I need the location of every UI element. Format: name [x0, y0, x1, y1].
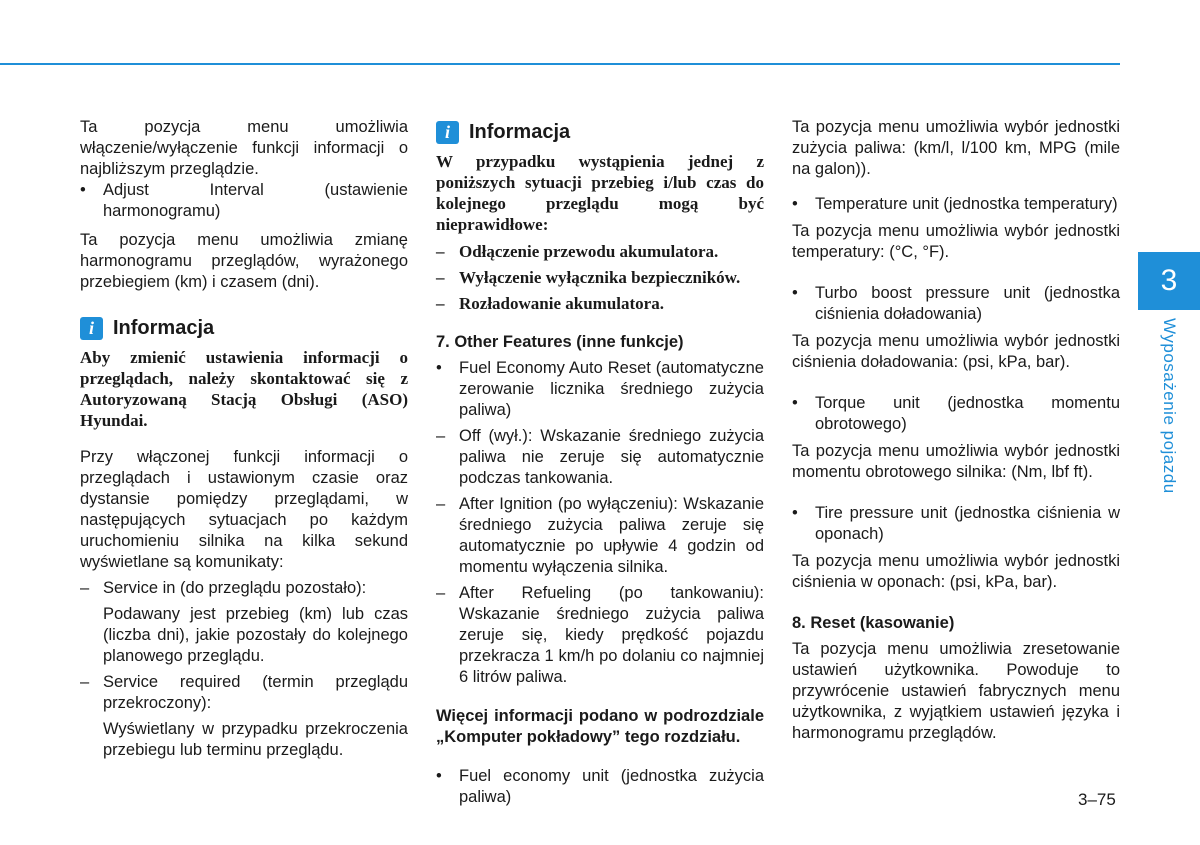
bullet-icon: • — [436, 767, 442, 785]
bullet-item — [792, 283, 1120, 325]
dash-text: After Ignition (po wyłączeniu): Wskazanie średniego zużycia paliwa zeruje się automatycznie po upływie 4 godzin od momentu wyłączenia silnika. — [459, 495, 764, 576]
bullet-item — [80, 180, 408, 222]
dash-item — [436, 426, 764, 489]
page-number: 3–75 — [1078, 790, 1116, 809]
dash-text: After Refueling (po tankowaniu): Wskazanie średniego zużycia paliwa zeruje się, kiedy prędkość pojazdu przekracza 1 km/h po dolaniu co najmniej 6 litrów paliwa. — [459, 584, 764, 686]
dash-mark: – — [436, 242, 445, 261]
paragraph: Ta pozycja menu umożliwia wybór jednostki ciśnienia w oponach: (psi, kPa, bar). — [792, 552, 1120, 591]
dash-item — [436, 494, 764, 578]
dash-mark: – — [436, 427, 446, 445]
paragraph: Ta pozycja menu umożliwia zresetowanie ustawień użytkownika. Powoduje to przywrócenie ustawień fabrycznych menu użytkownika, z wyjątkiem ustawień języka i harmonogramu przeglądów. — [792, 640, 1120, 742]
paragraph: Ta pozycja menu umożliwia wybór jednostki ciśnienia doładowania: (psi, kPa, bar). — [792, 332, 1120, 371]
dash-description: Podawany jest przebieg (km) lub czas (liczba dni), jakie pozostały do kolejnego planowego przeglądu. — [103, 605, 408, 665]
bullet-icon: • — [792, 195, 798, 213]
section-heading: 8. Reset (kasowanie) — [792, 614, 955, 632]
dash-mark: – — [80, 579, 90, 597]
dash-item — [436, 293, 764, 314]
section-heading: 7. Other Features (inne funkcje) — [436, 333, 684, 351]
dash-text: Odłączenie przewodu akumulatora. — [459, 242, 719, 261]
dash-item — [436, 583, 764, 688]
dash-mark: – — [436, 584, 446, 602]
column-left — [80, 117, 408, 761]
bullet-item — [792, 194, 1120, 215]
paragraph: Ta pozycja menu umożliwia wybór jednostki zużycia paliwa: (km/l, l/100 km, MPG (mile na galon)). — [792, 118, 1120, 178]
chapter-title: Wyposażenie pojazdu — [1160, 318, 1179, 494]
dash-mark: – — [80, 673, 90, 691]
dash-text: Wyłączenie wyłącznika bezpieczników. — [459, 268, 741, 287]
header-rule — [0, 63, 1120, 65]
paragraph: Przy włączonej funkcji informacji o przeglądach i ustawionym czasie oraz dystansie pomiędzy przeglądami, w następujących sytuacjach po każdym uruchomieniu silnika na kilka sekund wyświetlane są komunikaty: — [80, 448, 408, 571]
bullet-item — [792, 393, 1120, 435]
bullet-text: Adjust Interval (ustawienie harmonogramu) — [103, 181, 408, 220]
dash-text: Service required (termin przeglądu przekroczony): — [103, 673, 408, 712]
bullet-icon: • — [792, 284, 798, 302]
info-text: Aby zmienić ustawienia informacji o przeglądach, należy skontaktować się z Autoryzowaną Stacją Obsługi (ASO) Hyundai. — [80, 348, 408, 430]
note-text: Więcej informacji podano w podrozdziale „Komputer pokładowy” tego rozdziału. — [436, 707, 764, 746]
dash-mark: – — [436, 268, 445, 287]
info-heading — [436, 119, 764, 145]
bullet-item — [792, 503, 1120, 545]
dash-text: Service in (do przeglądu pozostało): — [103, 579, 367, 597]
bullet-icon: • — [792, 504, 798, 522]
bullet-item — [436, 358, 764, 421]
dash-mark: – — [436, 294, 445, 313]
bullet-text: Tire pressure unit (jednostka ciśnienia w oponach) — [815, 504, 1120, 543]
info-heading — [80, 315, 408, 341]
info-icon: i — [436, 121, 459, 144]
paragraph: Ta pozycja menu umożliwia wybór jednostki momentu obrotowego silnika: (Nm, lbf ft). — [792, 442, 1120, 481]
paragraph: Ta pozycja menu umożliwia włączenie/wyłączenie funkcji informacji o najbliższym przeglądzie. — [80, 118, 408, 178]
bullet-icon: • — [792, 394, 798, 412]
dash-item — [436, 267, 764, 288]
info-text: W przypadku wystąpienia jednej z poniższych sytuacji przebieg i/lub czas do kolejnego przeglądu mogą być nieprawidłowe: — [436, 152, 764, 234]
dash-description: Wyświetlany w przypadku przekroczenia przebiegu lub terminu przeglądu. — [103, 720, 408, 759]
bullet-text: Fuel economy unit (jednostka zużycia paliwa) — [459, 767, 764, 806]
info-title: Informacja — [469, 121, 571, 143]
paragraph: Ta pozycja menu umożliwia wybór jednostki temperatury: (°C, °F). — [792, 222, 1120, 261]
bullet-icon: • — [436, 359, 442, 377]
column-right — [792, 117, 1120, 744]
bullet-text: Fuel Economy Auto Reset (automatyczne zerowanie licznika średniego zużycia paliwa) — [459, 359, 764, 419]
dash-text: Rozładowanie akumulatora. — [459, 294, 664, 313]
dash-text: Off (wył.): Wskazanie średniego zużycia paliwa nie zeruje się automatycznie podczas tankowania. — [459, 427, 764, 487]
bullet-text: Turbo boost pressure unit (jednostka ciśnienia doładowania) — [815, 284, 1120, 323]
dash-item — [436, 241, 764, 262]
dash-item — [80, 672, 408, 714]
dash-item — [80, 578, 408, 599]
chapter-tab: 3 — [1138, 252, 1200, 310]
column-middle — [436, 119, 764, 808]
paragraph: Ta pozycja menu umożliwia zmianę harmonogramu przeglądów, wyrażonego przebiegiem (km) i czasem (dni). — [80, 231, 408, 291]
bullet-text: Torque unit (jednostka momentu obrotowego) — [815, 394, 1120, 433]
dash-mark: – — [436, 495, 446, 513]
info-title: Informacja — [113, 317, 215, 339]
bullet-icon: • — [80, 181, 86, 199]
info-icon: i — [80, 317, 103, 340]
bullet-text: Temperature unit (jednostka temperatury) — [815, 195, 1118, 213]
bullet-item — [436, 766, 764, 808]
